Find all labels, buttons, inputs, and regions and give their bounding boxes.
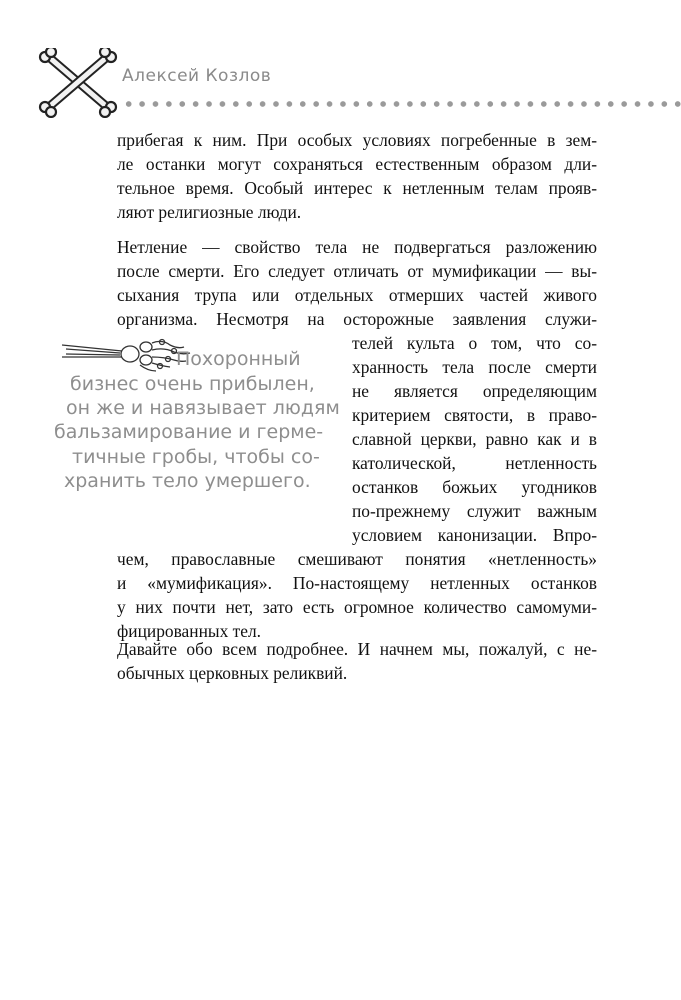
text-line: прибегая к ним. При особых условиях погребенные в зем- [117, 130, 597, 150]
text-line: ле останки могут сохраняться естественным образом дли- [117, 154, 597, 174]
text-line: фицированных тел. [117, 621, 261, 641]
page-header [36, 48, 681, 118]
author-name: Алексей Козлов [122, 66, 272, 86]
note-line: бальзамирование и герме- [54, 421, 324, 443]
note-line: хранить тело умершего. [64, 470, 311, 492]
text-line: чем, православные смешивают понятия «нетленность» [117, 549, 597, 569]
paragraph-2-top [117, 235, 597, 331]
crossed-bones-icon [36, 48, 120, 118]
text-line: организма. Несмотря на осторожные заявления служи- [117, 309, 597, 329]
sidebar-note [50, 333, 345, 513]
text-line: не является определяющим [352, 381, 597, 401]
text-line: ляют религиозные люди. [117, 202, 302, 222]
text-line: католической, нетленность [352, 453, 597, 473]
text-line: Давайте обо всем подробнее. И начнем мы, пожалуй, с не- [117, 639, 597, 659]
text-line: хранность тела после смерти [352, 357, 597, 377]
text-line: тельное время. Особый интерес к нетленным телам прояв- [117, 178, 597, 198]
text-line: после смерти. Его следует отличать от мумификации — вы- [117, 261, 597, 281]
text-line: обычных церковных реликвий. [117, 663, 348, 683]
note-line: тичные гробы, чтобы со- [72, 446, 320, 468]
dotted-rule [122, 100, 681, 108]
text-line: у них почти нет, зато есть огромное количество самомуми- [117, 597, 597, 617]
note-line: Похоронный [176, 348, 301, 370]
paragraph-2-narrow [352, 331, 597, 547]
paragraph-2-bottom [117, 547, 597, 643]
note-line: он же и навязывает людям [66, 397, 340, 419]
paragraph-1 [117, 128, 597, 224]
text-line: условием канонизации. Впро- [352, 525, 597, 545]
text-line: по-прежнему служит важным [352, 501, 597, 521]
text-line: останков божьих угодников [352, 477, 597, 497]
text-line: критерием святости, в право- [352, 405, 597, 425]
text-line: славной церкви, равно как и в [352, 429, 597, 449]
text-line: и «мумификация». По-настоящему нетленных останков [117, 573, 597, 593]
paragraph-3 [117, 637, 597, 685]
text-line: Нетление — свойство тела не подвергаться разложению [117, 237, 597, 257]
text-line: телей культа о том, что со- [352, 333, 597, 353]
note-line: бизнес очень прибылен, [70, 373, 315, 395]
text-line: сыхания трупа или отдельных отмерших частей живого [117, 285, 597, 305]
